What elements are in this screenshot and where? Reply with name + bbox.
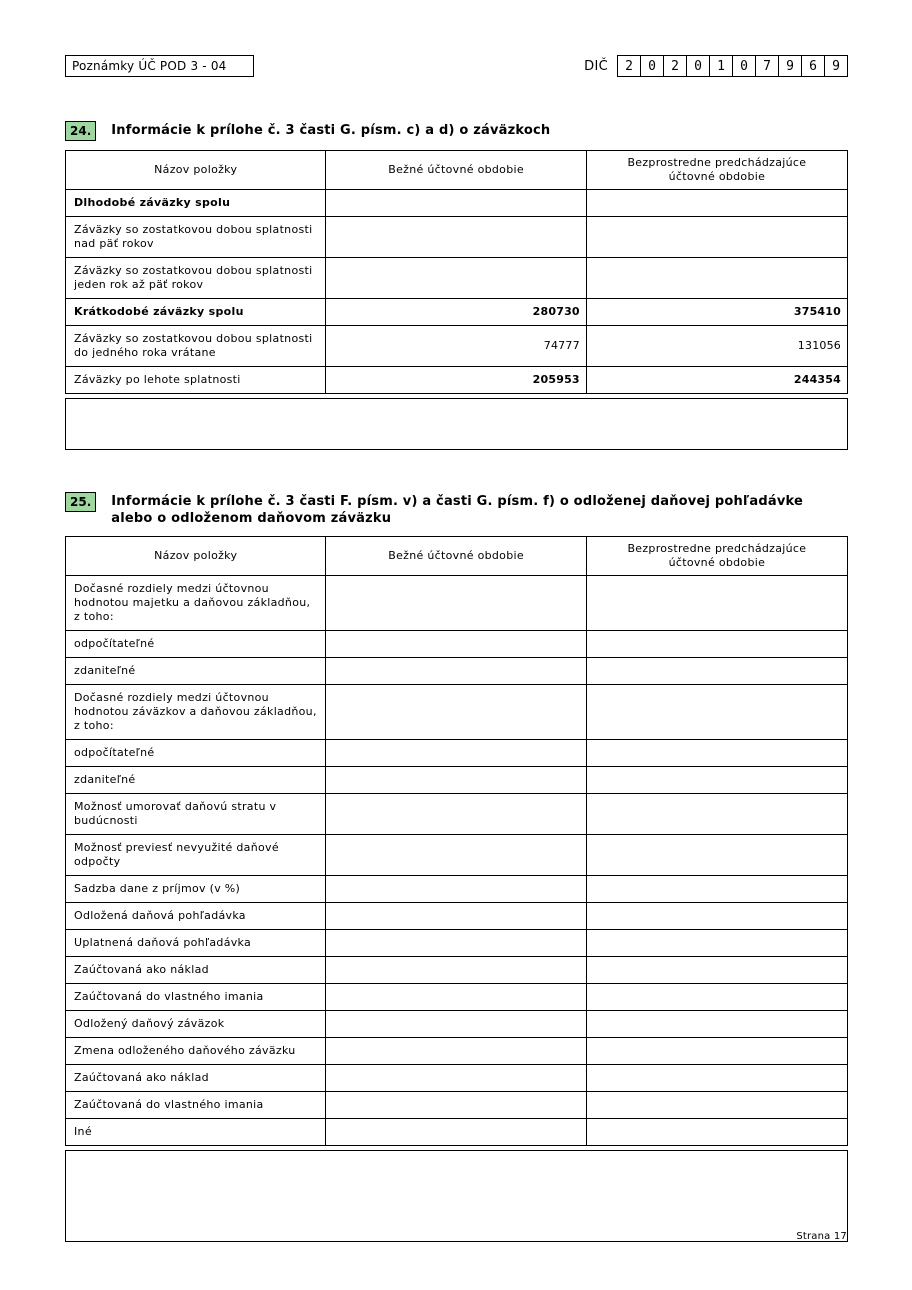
- row-value-current-period: [326, 685, 586, 740]
- row-value-previous-period: [586, 258, 847, 299]
- row-label: Zaúčtovaná ako náklad: [66, 1065, 326, 1092]
- dic-digit-cell: 9: [778, 55, 802, 77]
- row-label: Iné: [66, 1119, 326, 1146]
- dic-digit-cell: 9: [824, 55, 848, 77]
- row-label: Dlhodobé záväzky spolu: [66, 190, 326, 217]
- row-value-current-period: [326, 984, 586, 1011]
- row-value-previous-period: [586, 876, 847, 903]
- table-header-row: [66, 151, 848, 190]
- table-row: [66, 957, 848, 984]
- row-label: Záväzky so zostatkovou dobou splatnosti nad päť rokov: [66, 217, 326, 258]
- table-row: [66, 1011, 848, 1038]
- row-value-current-period: [326, 631, 586, 658]
- row-label: Odložená daňová pohľadávka: [66, 903, 326, 930]
- col-header-name: Názov položky: [66, 537, 326, 576]
- row-label: Možnosť previesť nevyužité daňové odpočty: [66, 835, 326, 876]
- row-value-previous-period: [586, 835, 847, 876]
- row-label: zdaniteľné: [66, 767, 326, 794]
- row-value-previous-period: [586, 767, 847, 794]
- table-row: [66, 1038, 848, 1065]
- table-row: [66, 1065, 848, 1092]
- table-row: [66, 299, 848, 326]
- table-header-row: [66, 537, 848, 576]
- table-row: [66, 631, 848, 658]
- row-value-previous-period: [586, 930, 847, 957]
- table-row: [66, 740, 848, 767]
- row-label: Zmena odloženého daňového záväzku: [66, 1038, 326, 1065]
- row-label: Krátkodobé záväzky spolu: [66, 299, 326, 326]
- row-value-previous-period: 131056: [586, 326, 847, 367]
- row-value-current-period: [326, 767, 586, 794]
- dic-digit-cell: 6: [801, 55, 825, 77]
- row-value-previous-period: 244354: [586, 367, 847, 394]
- section-24-table: [65, 150, 848, 394]
- row-value-current-period: [326, 1119, 586, 1146]
- row-value-previous-period: [586, 903, 847, 930]
- row-value-previous-period: [586, 631, 847, 658]
- row-value-previous-period: 375410: [586, 299, 847, 326]
- section-25-heading: [65, 492, 848, 527]
- row-value-previous-period: [586, 576, 847, 631]
- top-bar: [65, 55, 848, 77]
- col-header-current-period: Bežné účtovné obdobie: [326, 151, 586, 190]
- dic-digit-cell: 2: [663, 55, 687, 77]
- table-row: [66, 258, 848, 299]
- dic-digit-cell: 7: [755, 55, 779, 77]
- row-label: Možnosť umorovať daňovú stratu v budúcnosti: [66, 794, 326, 835]
- page-number: Strana 17: [796, 1231, 847, 1242]
- row-value-previous-period: [586, 740, 847, 767]
- section-25-title: Informácie k prílohe č. 3 časti F. písm. v) a časti G. písm. f) o odloženej daňovej pohľadávke alebo o odloženom daňovom záväzku: [111, 494, 804, 526]
- section-24-title: Informácie k prílohe č. 3 časti G. písm. c) a d) o záväzkoch: [111, 123, 551, 138]
- row-label: Dočasné rozdiely medzi účtovnou hodnotou záväzkov a daňovou základňou, z toho:: [66, 685, 326, 740]
- row-value-previous-period: [586, 190, 847, 217]
- row-value-previous-period: [586, 217, 847, 258]
- row-value-previous-period: [586, 957, 847, 984]
- row-label: Zaúčtovaná do vlastného imania: [66, 1092, 326, 1119]
- dic-cells: [617, 55, 848, 77]
- row-value-previous-period: [586, 794, 847, 835]
- dic-group: [584, 55, 848, 77]
- col-header-previous-period: Bezprostredne predchádzajúce účtovné obdobie: [586, 537, 847, 576]
- section-25-badge: 25.: [65, 492, 96, 512]
- section-24: [65, 121, 848, 450]
- table-row: [66, 217, 848, 258]
- row-value-current-period: [326, 1092, 586, 1119]
- section-24-heading: [65, 121, 848, 141]
- table-row: [66, 1119, 848, 1146]
- row-label: Záväzky so zostatkovou dobou splatnosti do jedného roka vrátane: [66, 326, 326, 367]
- table-row: [66, 326, 848, 367]
- col-header-name: Názov položky: [66, 151, 326, 190]
- row-value-current-period: [326, 1065, 586, 1092]
- row-label: Zaúčtovaná ako náklad: [66, 957, 326, 984]
- table-row: [66, 876, 848, 903]
- section-25: [65, 492, 848, 1242]
- row-label: Uplatnená daňová pohľadávka: [66, 930, 326, 957]
- row-value-current-period: [326, 258, 586, 299]
- col-header-current-period: Bežné účtovné obdobie: [326, 537, 586, 576]
- row-value-current-period: [326, 190, 586, 217]
- table-row: [66, 576, 848, 631]
- row-label: Dočasné rozdiely medzi účtovnou hodnotou majetku a daňovou základňou, z toho:: [66, 576, 326, 631]
- row-value-current-period: [326, 740, 586, 767]
- row-value-current-period: [326, 217, 586, 258]
- row-value-previous-period: [586, 1119, 847, 1146]
- table-row: [66, 984, 848, 1011]
- table-row: [66, 794, 848, 835]
- row-value-current-period: [326, 576, 586, 631]
- row-value-current-period: [326, 1011, 586, 1038]
- row-value-current-period: [326, 794, 586, 835]
- row-value-current-period: [326, 930, 586, 957]
- row-label: Sadzba dane z príjmov (v %): [66, 876, 326, 903]
- row-value-previous-period: [586, 1011, 847, 1038]
- row-value-previous-period: [586, 984, 847, 1011]
- dic-label: DIČ: [584, 58, 608, 74]
- dic-digit-cell: 0: [732, 55, 756, 77]
- table-row: [66, 658, 848, 685]
- row-value-previous-period: [586, 1092, 847, 1119]
- table-row: [66, 903, 848, 930]
- row-label: Zaúčtovaná do vlastného imania: [66, 984, 326, 1011]
- form-title: Poznámky ÚČ POD 3 - 04: [65, 55, 254, 77]
- row-value-previous-period: [586, 685, 847, 740]
- row-value-current-period: [326, 957, 586, 984]
- table-row: [66, 190, 848, 217]
- row-value-previous-period: [586, 1038, 847, 1065]
- row-label: zdaniteľné: [66, 658, 326, 685]
- row-label: Odložený daňový záväzok: [66, 1011, 326, 1038]
- section-25-notes-box: [65, 1150, 848, 1242]
- dic-digit-cell: 2: [617, 55, 641, 77]
- table-row: [66, 767, 848, 794]
- table-row: [66, 367, 848, 394]
- table-row: [66, 1092, 848, 1119]
- row-value-previous-period: [586, 658, 847, 685]
- row-value-current-period: [326, 903, 586, 930]
- section-25-table: [65, 536, 848, 1146]
- row-value-current-period: 280730: [326, 299, 586, 326]
- section-24-notes-box: [65, 398, 848, 450]
- table-row: [66, 685, 848, 740]
- dic-digit-cell: 0: [686, 55, 710, 77]
- table-row: [66, 835, 848, 876]
- row-value-current-period: [326, 1038, 586, 1065]
- row-value-current-period: 205953: [326, 367, 586, 394]
- dic-digit-cell: 1: [709, 55, 733, 77]
- row-value-current-period: 74777: [326, 326, 586, 367]
- row-value-current-period: [326, 835, 586, 876]
- dic-digit-cell: 0: [640, 55, 664, 77]
- col-header-previous-period: Bezprostredne predchádzajúce účtovné obdobie: [586, 151, 847, 190]
- row-value-current-period: [326, 658, 586, 685]
- row-value-previous-period: [586, 1065, 847, 1092]
- table-row: [66, 930, 848, 957]
- section-24-badge: 24.: [65, 121, 96, 141]
- row-label: odpočítateľné: [66, 740, 326, 767]
- row-value-current-period: [326, 876, 586, 903]
- row-label: Záväzky so zostatkovou dobou splatnosti jeden rok až päť rokov: [66, 258, 326, 299]
- row-label: odpočítateľné: [66, 631, 326, 658]
- row-label: Záväzky po lehote splatnosti: [66, 367, 326, 394]
